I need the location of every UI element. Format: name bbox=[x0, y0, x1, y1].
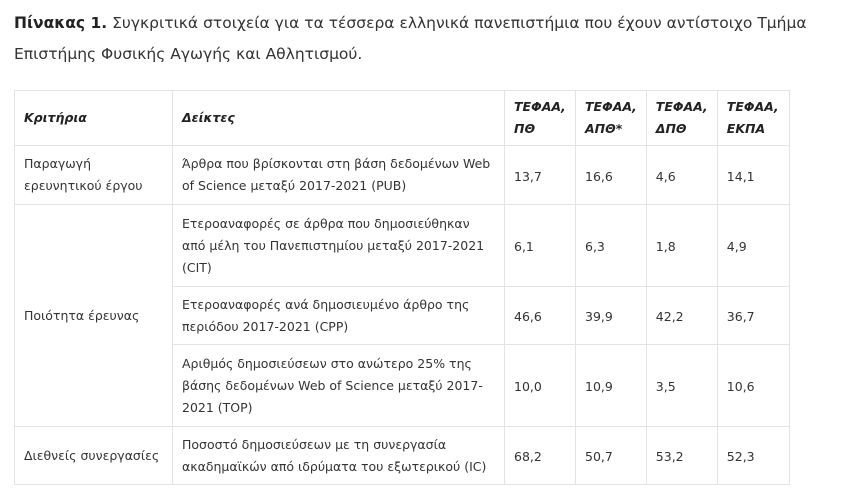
value-cell: 10,9 bbox=[576, 345, 647, 427]
value-cell: 1,8 bbox=[646, 205, 717, 287]
value-cell: 6,3 bbox=[576, 205, 647, 287]
value-cell: 13,7 bbox=[505, 146, 576, 205]
indicator-cell: Ετεροαναφορές ανά δημοσιευμένο άρθρο της περιόδου 2017-2021 (CPP) bbox=[173, 287, 505, 345]
value-cell: 39,9 bbox=[576, 287, 647, 345]
value-cell: 4,9 bbox=[717, 205, 789, 287]
header-indicators: Δείκτες bbox=[173, 91, 505, 146]
value-cell: 6,1 bbox=[505, 205, 576, 287]
header-tefaa-dpth: ΤΕΦΑΑ, ΔΠΘ bbox=[646, 91, 717, 146]
caption-label: Πίνακας 1. bbox=[14, 14, 108, 32]
indicator-cell: Ποσοστό δημοσιεύσεων με τη συνεργασία ακαδημαϊκών από ιδρύματα του εξωτερικού (IC) bbox=[173, 427, 505, 485]
value-cell: 46,6 bbox=[505, 287, 576, 345]
criteria-cell: Ποιότητα έρευνας bbox=[15, 205, 173, 427]
value-cell: 3,5 bbox=[646, 345, 717, 427]
header-tefaa-apth: ΤΕΦΑΑ, ΑΠΘ* bbox=[576, 91, 647, 146]
indicator-cell: Ετεροαναφορές σε άρθρα που δημοσιεύθηκαν από μέλη του Πανεπιστημίου μεταξύ 2017-2021 (CIT) bbox=[173, 205, 505, 287]
indicator-cell: Αριθμός δημοσιεύσεων στο ανώτερο 25% της βάσης δεδομένων Web of Science μεταξύ 2017-2021 (TOP) bbox=[173, 345, 505, 427]
value-cell: 50,7 bbox=[576, 427, 647, 485]
header-tefaa-ekpa: ΤΕΦΑΑ, ΕΚΠΑ bbox=[717, 91, 789, 146]
value-cell: 10,6 bbox=[717, 345, 789, 427]
table-caption bbox=[14, 8, 814, 70]
value-cell: 16,6 bbox=[576, 146, 647, 205]
comparison-table bbox=[14, 90, 790, 485]
header-tefaa-pth: ΤΕΦΑΑ, ΠΘ bbox=[505, 91, 576, 146]
table-header-row bbox=[15, 91, 790, 146]
value-cell: 14,1 bbox=[717, 146, 789, 205]
table-row bbox=[15, 427, 790, 485]
table-row bbox=[15, 146, 790, 205]
header-criteria: Κριτήρια bbox=[15, 91, 173, 146]
value-cell: 68,2 bbox=[505, 427, 576, 485]
value-cell: 52,3 bbox=[717, 427, 789, 485]
table-row bbox=[15, 205, 790, 287]
value-cell: 36,7 bbox=[717, 287, 789, 345]
value-cell: 10,0 bbox=[505, 345, 576, 427]
criteria-cell: Παραγωγή ερευνητικού έργου bbox=[15, 146, 173, 205]
value-cell: 42,2 bbox=[646, 287, 717, 345]
indicator-cell: Άρθρα που βρίσκονται στη βάση δεδομένων Web of Science μεταξύ 2017-2021 (PUB) bbox=[173, 146, 505, 205]
value-cell: 4,6 bbox=[646, 146, 717, 205]
value-cell: 53,2 bbox=[646, 427, 717, 485]
criteria-cell: Διεθνείς συνεργασίες bbox=[15, 427, 173, 485]
caption-text: Συγκριτικά στοιχεία για τα τέσσερα ελληνικά πανεπιστήμια που έχουν αντίστοιχο Τμήμα Επιστήμης Φυσικής Αγωγής και Αθλητισμού. bbox=[14, 14, 807, 63]
